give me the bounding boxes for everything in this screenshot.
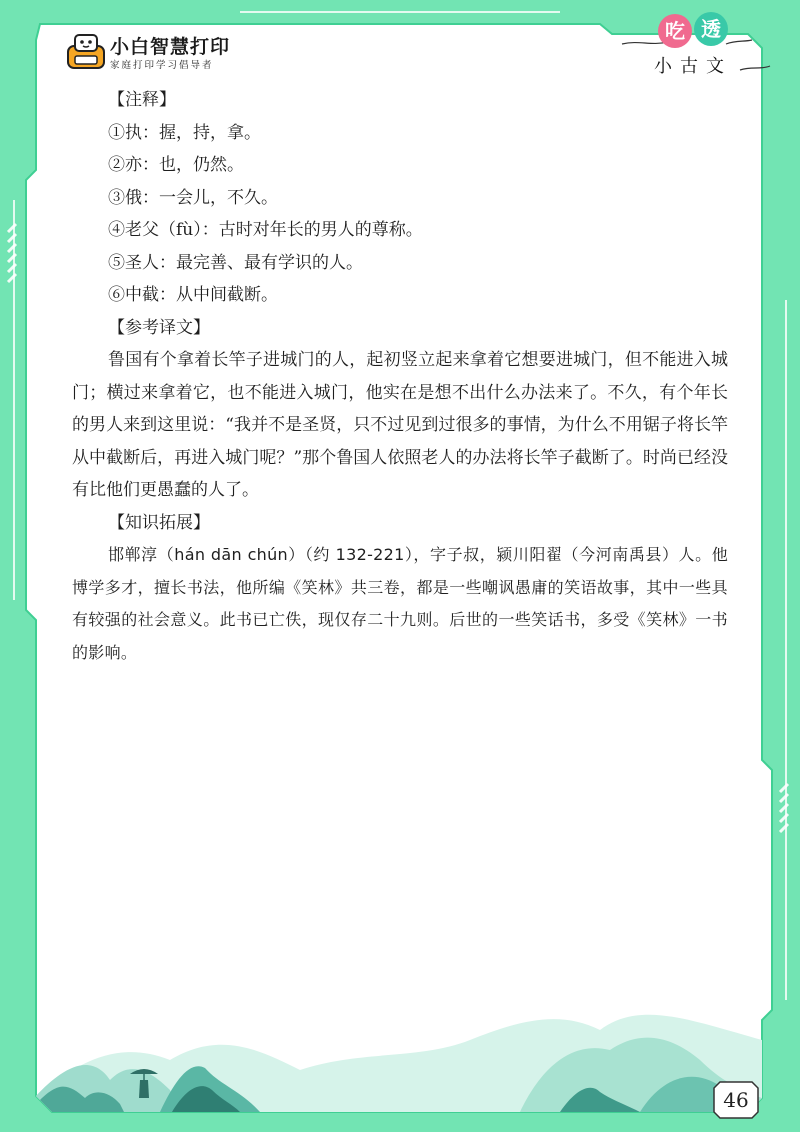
printer-logo-icon [66,32,106,72]
translation-text: 鲁国有个拿着长竿子进城门的人，起初竖立起来拿着它想要进城门，但不能进入城门；横过来拿着它，也不能进入城门，他实在是想不出什么办法来了。不久，有个年长的男人来到这里说：“我并不是圣贤，只不过见到过很多的事情，为什么不用锯子将长竿从中截断后，再进入城门呢？”那个鲁国人依照老人的办法将长竿子截断了。时尚已经没有比他们更愚蠢的人了。 [72,350,728,500]
page-number-badge [712,1080,760,1120]
translation-heading: 【参考译文】 [108,317,210,338]
logo-title: 小白智慧打印 [110,36,231,58]
header-logo [66,28,236,78]
note-item: ④老父（fù）：古时对年长的男人的尊称。 [108,220,423,240]
brand-char-1: 吃 [658,14,692,48]
logo-subtitle: 家庭打印学习倡导者 [110,60,214,71]
note-item: ③俄：一会儿，不久。 [108,187,278,208]
page-number: 46 [723,1088,749,1112]
notes-heading: 【注释】 [108,90,176,110]
note-item: ⑥中截：从中间截断。 [108,285,278,305]
brand-char-2: 透 [694,12,728,46]
brand-subtitle: 小古文 [654,56,732,77]
note-item: ①执：握，持，拿。 [108,122,261,143]
extension-heading: 【知识拓展】 [108,512,210,533]
note-item: ②亦：也，仍然。 [108,155,244,175]
series-brand [620,12,760,82]
page-content [72,84,728,669]
extension-text: 邯郸淳（hán dān chún）（约 132-221），字子叔，颍川阳翟（今河南禹县）人。他博学多才，擅长书法，他所编《笑林》共三卷，都是一些嘲讽愚庸的笑语故事，其中一些具有较强的社会意义。此书已亡佚，现仅存二十九则。后世的一些笑话书，多受《笑林》一书的影响。 [72,545,728,662]
note-item: ⑤圣人：最完善、最有学识的人。 [108,252,363,273]
